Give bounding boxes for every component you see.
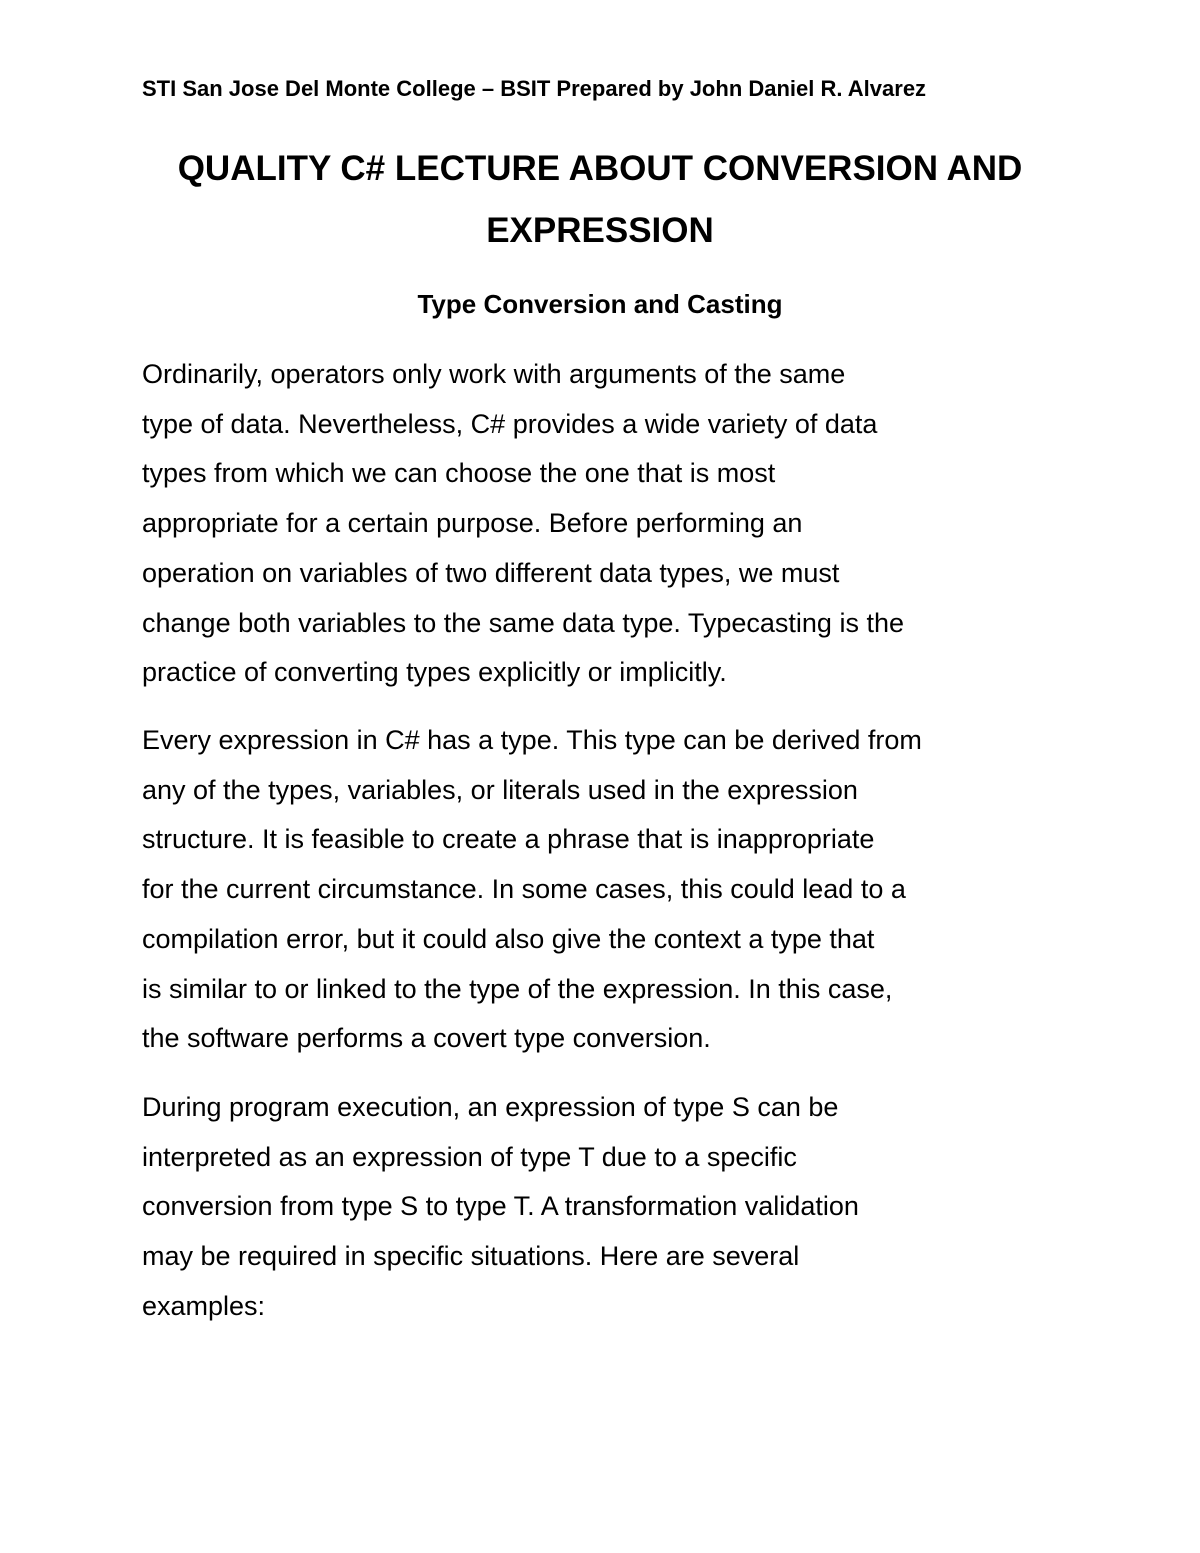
paragraph-line: for the current circumstance. In some cases, this could lead to a	[142, 874, 906, 905]
paragraph-line: During program execution, an expression of type S can be	[142, 1092, 839, 1122]
document-title	[120, 138, 1080, 262]
paragraph-line: interpreted as an expression of type T due to a specific	[142, 1141, 797, 1172]
paragraph-1	[142, 350, 1082, 698]
paragraph-2	[142, 716, 1082, 1064]
paragraph-line: Every expression in C# has a type. This type can be derived from	[142, 725, 922, 755]
paragraph-line: types from which we can choose the one that is most	[142, 458, 776, 489]
title-line-2: EXPRESSION	[486, 211, 714, 250]
paragraph-line: examples:	[142, 1290, 266, 1321]
paragraph-line: any of the types, variables, or literals used in the expression	[142, 774, 858, 805]
paragraph-line: structure. It is feasible to create a phrase that is inappropriate	[142, 824, 875, 855]
paragraph-line: practice of converting types explicitly or implicitly.	[142, 657, 727, 688]
paragraph-line: the software performs a covert type conversion.	[142, 1023, 711, 1054]
paragraph-line: conversion from type S to type T. A transformation validation	[142, 1191, 859, 1222]
paragraph-line: type of data. Nevertheless, C# provides a wide variety of data	[142, 408, 878, 439]
paragraph-line: operation on variables of two different data types, we must	[142, 557, 840, 588]
paragraph-line: may be required in specific situations. Here are several	[142, 1241, 800, 1272]
paragraph-3	[142, 1083, 1082, 1332]
paragraph-line: compilation error, but it could also give the context a type that	[142, 923, 875, 954]
title-line-1: QUALITY C# LECTURE ABOUT CONVERSION AND	[177, 149, 1023, 188]
paragraph-line: Ordinarily, operators only work with arguments of the same	[142, 359, 846, 389]
section-heading: Type Conversion and Casting	[417, 289, 783, 319]
paragraph-line: is similar to or linked to the type of the expression. In this case,	[142, 973, 893, 1004]
paragraph-line: change both variables to the same data type. Typecasting is the	[142, 607, 904, 638]
paragraph-line: appropriate for a certain purpose. Before performing an	[142, 508, 803, 539]
page-header: STI San Jose Del Monte College – BSIT Prepared by John Daniel R. Alvarez	[142, 76, 927, 101]
